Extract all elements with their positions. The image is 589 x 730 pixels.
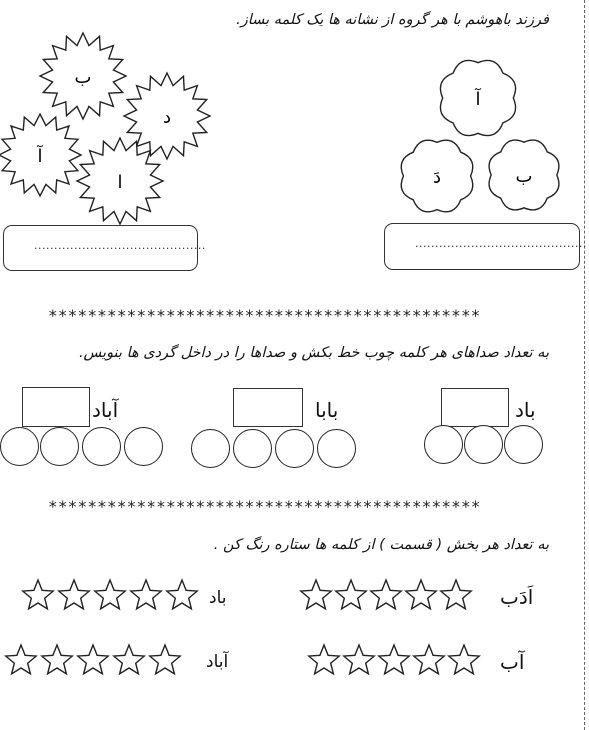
tally-box[interactable] xyxy=(233,388,303,427)
star-outline-icon[interactable] xyxy=(344,645,374,674)
word-label: آباد xyxy=(92,398,119,422)
star-outline-icon[interactable] xyxy=(406,580,436,609)
star-outline-icon[interactable] xyxy=(441,580,471,609)
answer-box-right[interactable] xyxy=(384,223,587,270)
word-label: بابا xyxy=(315,398,339,422)
tally-box[interactable] xyxy=(22,387,90,427)
section1-instruction: فرزند باهوشم با هر گروه از نشانه ها یک کلمه بساز. xyxy=(236,12,549,28)
star-row xyxy=(3,643,193,679)
star-outline-icon[interactable] xyxy=(131,580,161,609)
star-outline-icon[interactable] xyxy=(6,645,36,674)
star-outline-icon[interactable] xyxy=(371,580,401,609)
sound-circle[interactable] xyxy=(317,429,356,468)
flower-letter: ب xyxy=(74,67,92,88)
sound-circle[interactable] xyxy=(424,425,463,464)
star-outline-icon[interactable] xyxy=(379,645,409,674)
flower-letter: آ xyxy=(475,89,481,110)
sound-circle[interactable] xyxy=(82,427,121,466)
star-outline-icon[interactable] xyxy=(414,645,444,674)
sound-circle[interactable] xyxy=(504,425,543,464)
sound-circle[interactable] xyxy=(464,425,503,464)
star-outline-icon[interactable] xyxy=(42,645,72,674)
separator-stars: ******************************************** xyxy=(48,306,481,325)
flower-letter: د xyxy=(162,107,172,128)
flower-letter: آ xyxy=(37,146,43,167)
syllable-word: آباد xyxy=(206,652,229,672)
star-outline-icon[interactable] xyxy=(309,645,339,674)
star-outline-icon[interactable] xyxy=(301,580,331,609)
sound-circle[interactable] xyxy=(191,429,230,468)
separator-stars: ******************************************** xyxy=(48,497,481,516)
flower-letter: ب xyxy=(515,166,533,187)
star-outline-icon[interactable] xyxy=(449,645,479,674)
section2-instruction: به تعداد صداهای هر کلمه چوب خط بکش و صداها را در داخل گردی ها بنویس. xyxy=(78,345,549,361)
star-outline-icon[interactable] xyxy=(336,580,366,609)
star-outline-icon[interactable] xyxy=(167,580,197,609)
star-row xyxy=(298,578,488,614)
answer-box-left[interactable] xyxy=(3,225,206,271)
syllable-word: باد xyxy=(209,588,227,608)
sound-circle[interactable] xyxy=(233,429,272,468)
sound-circle[interactable] xyxy=(0,427,39,466)
section3-instruction: به تعداد هر بخش ( قسمت ) از کلمه ها ستاره رنگ کن . xyxy=(213,537,549,553)
star-outline-icon[interactable] xyxy=(59,580,89,609)
star-outline-icon[interactable] xyxy=(78,645,108,674)
answer-dotted-line: ........................................... xyxy=(34,239,206,252)
right-flower-group xyxy=(401,60,559,211)
star-outline-icon[interactable] xyxy=(114,645,144,674)
star-outline-icon[interactable] xyxy=(95,580,125,609)
star-outline-icon[interactable] xyxy=(23,580,53,609)
sound-circle[interactable] xyxy=(124,427,163,466)
tally-box[interactable] xyxy=(441,388,509,427)
letter-flowers xyxy=(0,28,589,238)
sound-circle[interactable] xyxy=(275,429,314,468)
word-label: باد xyxy=(515,398,536,422)
answer-dotted-line: ........................................... xyxy=(415,237,587,250)
syllable-word: آب xyxy=(500,650,525,674)
star-row xyxy=(306,643,496,679)
sound-circle[interactable] xyxy=(40,427,79,466)
star-row xyxy=(20,578,210,614)
left-flower-group xyxy=(0,33,210,224)
flower-letter: ا xyxy=(117,172,123,193)
syllable-word: اَدَب xyxy=(500,585,534,609)
flower-letter: دَ xyxy=(432,167,442,188)
star-outline-icon[interactable] xyxy=(150,645,180,674)
